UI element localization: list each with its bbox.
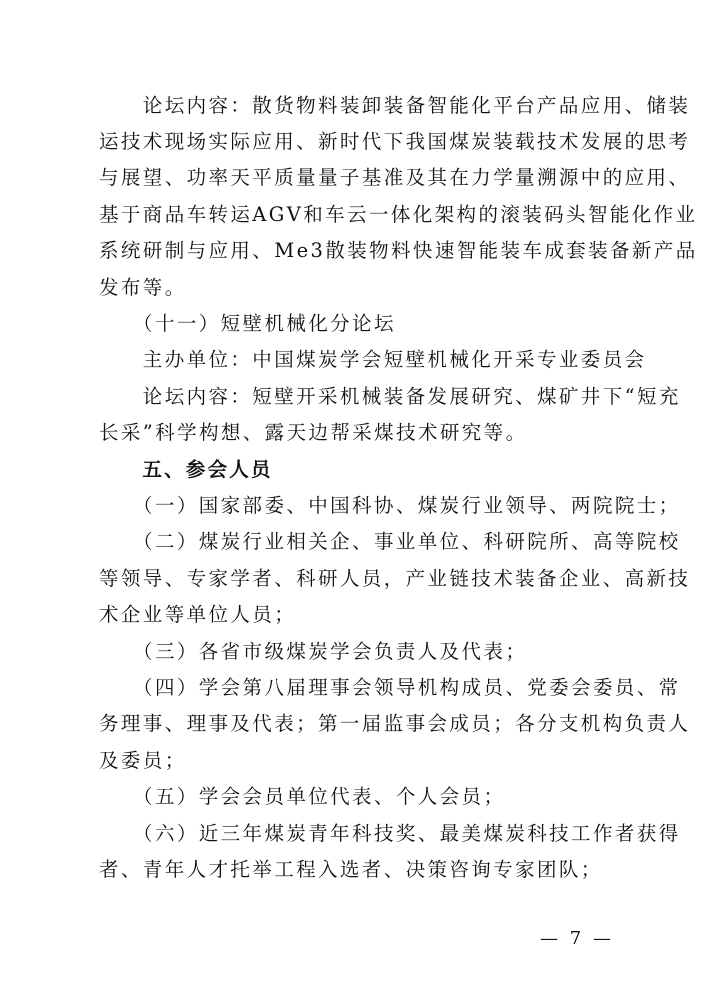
text-line-3: 与展望、功率天平质量量子基准及其在力学量溯源中的应用、: [99, 166, 691, 189]
text-line-9: 论坛内容：短壁开采机械装备发展研究、煤矿井下“短充: [99, 385, 681, 408]
section-heading-attendees: 五、参会人员: [99, 458, 273, 481]
text-line-13: （二）煤炭行业相关企、事业单位、科研院所、高等院校: [99, 530, 681, 553]
text-line-15: 术企业等单位人员；: [99, 603, 297, 626]
text-line-12: （一）国家部委、中国科协、煤炭行业领导、两院院士；: [99, 494, 681, 517]
text-line-18: 务理事、理事及代表；第一届监事会成员；各分支机构负责人: [99, 712, 691, 735]
text-line-5: 系统研制与应用、Me3散装物料快速智能装车成套装备新产品: [99, 239, 698, 262]
text-line-6: 发布等。: [99, 276, 187, 299]
text-line-19: 及委员；: [99, 749, 187, 772]
text-line-22: 者、青年人才托举工程入选者、决策咨询专家团队；: [99, 858, 603, 881]
text-line-21: （六）近三年煤炭青年科技奖、最美煤炭科技工作者获得: [99, 822, 681, 845]
text-line-16: （三）各省市级煤炭学会负责人及代表；: [99, 640, 528, 663]
section-title-short-wall-forum: （十一）短壁机械化分论坛: [99, 312, 396, 335]
page-number: — 7 —: [540, 928, 614, 949]
text-line-4: 基于商品车转运AGV和车云一体化架构的滚装码头智能化作业: [99, 203, 698, 226]
text-line-14: 等领导、专家学者、科研人员，产业链技术装备企业、高新技: [99, 567, 691, 590]
text-line-2: 运技术现场实际应用、新时代下我国煤炭装载技术发展的思考: [99, 130, 691, 153]
text-line-8: 主办单位：中国煤炭学会短壁机械化开采专业委员会: [99, 348, 647, 371]
text-line-20: （五）学会会员单位代表、个人会员；: [99, 785, 506, 808]
text-line-17: （四）学会第八届理事会领导机构成员、党委会委员、常: [99, 676, 681, 699]
text-line-10: 长采”科学构想、露天边帮采煤技术研究等。: [99, 421, 528, 444]
text-line-1: 论坛内容：散货物料装卸装备智能化平台产品应用、储装: [99, 94, 691, 117]
